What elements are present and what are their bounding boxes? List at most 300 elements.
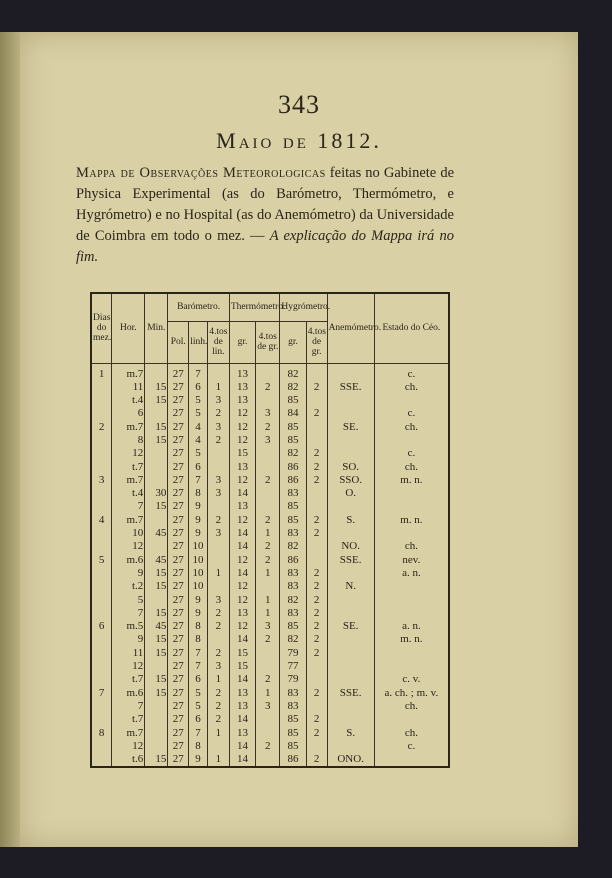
cell-hora: t.7 bbox=[112, 673, 145, 686]
cell-hygro-graus: 82 bbox=[280, 381, 306, 394]
cell-vento bbox=[327, 363, 374, 381]
cell-hora: 11 bbox=[112, 381, 145, 394]
cell-dia bbox=[91, 700, 112, 713]
cell-hygro-graus: 85 bbox=[280, 394, 306, 407]
table-row bbox=[91, 500, 449, 513]
cell-vento bbox=[327, 567, 374, 580]
cell-hygro-quartos bbox=[306, 421, 327, 434]
heading-lead: Mappa de Observações Meteorologicas bbox=[76, 165, 326, 181]
cell-vento bbox=[327, 700, 374, 713]
cell-thermo-graus: 14 bbox=[229, 753, 255, 767]
cell-linhas: 9 bbox=[189, 607, 208, 620]
cell-dia bbox=[91, 407, 112, 420]
cell-dia bbox=[91, 434, 112, 447]
col-linh: linh. bbox=[189, 321, 208, 363]
page-title: Maio de 1812. bbox=[216, 128, 382, 153]
table-row bbox=[91, 580, 449, 593]
cell-dia bbox=[91, 633, 112, 646]
cell-hygro-quartos: 2 bbox=[306, 753, 327, 767]
cell-quartos-linha bbox=[207, 461, 229, 474]
cell-polegadas: 27 bbox=[168, 660, 189, 673]
cell-thermo-graus: 14 bbox=[229, 540, 255, 553]
cell-hygro-graus: 83 bbox=[280, 527, 306, 540]
cell-thermo-quartos bbox=[256, 461, 280, 474]
cell-thermo-graus: 12 bbox=[229, 554, 255, 567]
cell-quartos-linha bbox=[207, 740, 229, 753]
cell-minuto bbox=[145, 660, 168, 673]
cell-thermo-graus: 14 bbox=[229, 567, 255, 580]
cell-quartos-linha: 1 bbox=[207, 567, 229, 580]
cell-hygro-graus: 83 bbox=[280, 607, 306, 620]
cell-thermo-quartos bbox=[256, 580, 280, 593]
cell-thermo-graus: 13 bbox=[229, 461, 255, 474]
cell-thermo-graus: 14 bbox=[229, 487, 255, 500]
cell-thermo-graus: 15 bbox=[229, 447, 255, 460]
cell-linhas: 5 bbox=[189, 394, 208, 407]
cell-hora: 12 bbox=[112, 540, 145, 553]
cell-linhas: 9 bbox=[189, 753, 208, 767]
table-row bbox=[91, 381, 449, 394]
col-anemometro: Anemómetro. bbox=[327, 293, 374, 363]
cell-dia: 5 bbox=[91, 554, 112, 567]
cell-dia bbox=[91, 647, 112, 660]
cell-estado-ceo bbox=[374, 753, 449, 767]
cell-hygro-graus: 85 bbox=[280, 740, 306, 753]
cell-thermo-quartos bbox=[256, 447, 280, 460]
table-row bbox=[91, 647, 449, 660]
cell-hygro-graus: 86 bbox=[280, 554, 306, 567]
cell-thermo-graus: 13 bbox=[229, 727, 255, 740]
cell-quartos-linha: 3 bbox=[207, 421, 229, 434]
cell-thermo-graus: 13 bbox=[229, 607, 255, 620]
cell-polegadas: 27 bbox=[168, 740, 189, 753]
cell-vento bbox=[327, 607, 374, 620]
cell-hora: 5 bbox=[112, 594, 145, 607]
cell-quartos-linha: 2 bbox=[207, 713, 229, 726]
cell-estado-ceo bbox=[374, 607, 449, 620]
cell-minuto: 30 bbox=[145, 487, 168, 500]
cell-quartos-linha: 3 bbox=[207, 527, 229, 540]
cell-polegadas: 27 bbox=[168, 567, 189, 580]
cell-polegadas: 27 bbox=[168, 633, 189, 646]
cell-linhas: 6 bbox=[189, 461, 208, 474]
cell-estado-ceo bbox=[374, 660, 449, 673]
cell-vento bbox=[327, 594, 374, 607]
cell-quartos-linha bbox=[207, 633, 229, 646]
cell-minuto: 15 bbox=[145, 633, 168, 646]
cell-dia bbox=[91, 540, 112, 553]
cell-hora: 12 bbox=[112, 740, 145, 753]
cell-hygro-graus: 85 bbox=[280, 514, 306, 527]
table-row bbox=[91, 434, 449, 447]
cell-thermo-quartos: 1 bbox=[256, 527, 280, 540]
cell-quartos-linha: 2 bbox=[207, 620, 229, 633]
cell-hora: 7 bbox=[112, 700, 145, 713]
cell-quartos-linha bbox=[207, 554, 229, 567]
cell-dia: 7 bbox=[91, 687, 112, 700]
cell-hora: m.7 bbox=[112, 363, 145, 381]
cell-thermo-quartos: 2 bbox=[256, 740, 280, 753]
cell-hygro-quartos bbox=[306, 487, 327, 500]
cell-polegadas: 27 bbox=[168, 500, 189, 513]
cell-linhas: 10 bbox=[189, 567, 208, 580]
cell-vento bbox=[327, 633, 374, 646]
cell-hygro-quartos: 2 bbox=[306, 633, 327, 646]
cell-linhas: 5 bbox=[189, 687, 208, 700]
cell-hygro-quartos: 2 bbox=[306, 407, 327, 420]
cell-linhas: 4 bbox=[189, 434, 208, 447]
cell-minuto bbox=[145, 474, 168, 487]
cell-hygro-quartos bbox=[306, 673, 327, 686]
cell-linhas: 6 bbox=[189, 673, 208, 686]
cell-dia bbox=[91, 487, 112, 500]
cell-quartos-linha: 3 bbox=[207, 474, 229, 487]
cell-thermo-graus: 14 bbox=[229, 713, 255, 726]
cell-thermo-graus: 12 bbox=[229, 407, 255, 420]
table-row bbox=[91, 527, 449, 540]
table-heading bbox=[76, 163, 454, 268]
cell-estado-ceo: ch. bbox=[374, 540, 449, 553]
cell-hygro-graus: 86 bbox=[280, 474, 306, 487]
cell-polegadas: 27 bbox=[168, 394, 189, 407]
cell-vento bbox=[327, 713, 374, 726]
cell-thermo-graus: 12 bbox=[229, 434, 255, 447]
cell-estado-ceo: c. bbox=[374, 740, 449, 753]
cell-thermo-graus: 12 bbox=[229, 580, 255, 593]
table-row bbox=[91, 567, 449, 580]
cell-hygro-quartos: 2 bbox=[306, 567, 327, 580]
table-row bbox=[91, 554, 449, 567]
cell-minuto bbox=[145, 447, 168, 460]
cell-linhas: 7 bbox=[189, 647, 208, 660]
table-row bbox=[91, 700, 449, 713]
cell-hora: 7 bbox=[112, 607, 145, 620]
cell-linhas: 9 bbox=[189, 594, 208, 607]
cell-thermo-graus: 14 bbox=[229, 527, 255, 540]
cell-hora: t.4 bbox=[112, 394, 145, 407]
cell-vento: S. bbox=[327, 514, 374, 527]
cell-hora: 9 bbox=[112, 633, 145, 646]
cell-polegadas: 27 bbox=[168, 673, 189, 686]
cell-estado-ceo: ch. bbox=[374, 700, 449, 713]
col-hygro-gr: gr. bbox=[280, 321, 306, 363]
cell-estado-ceo: m. n. bbox=[374, 514, 449, 527]
table-row bbox=[91, 407, 449, 420]
table-row bbox=[91, 514, 449, 527]
cell-thermo-quartos: 3 bbox=[256, 620, 280, 633]
cell-thermo-quartos: 2 bbox=[256, 673, 280, 686]
cell-hygro-quartos bbox=[306, 394, 327, 407]
cell-hygro-quartos bbox=[306, 740, 327, 753]
cell-polegadas: 27 bbox=[168, 580, 189, 593]
cell-estado-ceo bbox=[374, 580, 449, 593]
cell-estado-ceo: ch. bbox=[374, 461, 449, 474]
table-row bbox=[91, 461, 449, 474]
cell-dia: 4 bbox=[91, 514, 112, 527]
cell-dia: 1 bbox=[91, 363, 112, 381]
cell-quartos-linha: 2 bbox=[207, 700, 229, 713]
cell-quartos-linha bbox=[207, 447, 229, 460]
cell-thermo-graus: 14 bbox=[229, 633, 255, 646]
cell-hygro-graus: 85 bbox=[280, 620, 306, 633]
cell-thermo-quartos bbox=[256, 753, 280, 767]
cell-thermo-quartos: 2 bbox=[256, 633, 280, 646]
col-thermometro: Thermómetro. bbox=[229, 293, 280, 321]
cell-hygro-quartos: 2 bbox=[306, 447, 327, 460]
cell-hygro-quartos bbox=[306, 500, 327, 513]
cell-estado-ceo bbox=[374, 527, 449, 540]
cell-dia bbox=[91, 594, 112, 607]
cell-estado-ceo bbox=[374, 594, 449, 607]
cell-hora: 12 bbox=[112, 660, 145, 673]
cell-vento bbox=[327, 647, 374, 660]
cell-hygro-graus: 84 bbox=[280, 407, 306, 420]
cell-estado-ceo: c. bbox=[374, 363, 449, 381]
cell-dia bbox=[91, 740, 112, 753]
cell-polegadas: 27 bbox=[168, 647, 189, 660]
cell-estado-ceo: ch. bbox=[374, 421, 449, 434]
cell-thermo-quartos: 1 bbox=[256, 567, 280, 580]
cell-minuto: 15 bbox=[145, 434, 168, 447]
cell-hora: 10 bbox=[112, 527, 145, 540]
cell-hygro-quartos: 2 bbox=[306, 647, 327, 660]
cell-hygro-graus: 79 bbox=[280, 673, 306, 686]
cell-minuto: 15 bbox=[145, 421, 168, 434]
col-thermo-gr: gr. bbox=[229, 321, 255, 363]
cell-polegadas: 27 bbox=[168, 687, 189, 700]
cell-vento bbox=[327, 673, 374, 686]
cell-dia bbox=[91, 527, 112, 540]
cell-dia bbox=[91, 567, 112, 580]
cell-minuto: 15 bbox=[145, 753, 168, 767]
cell-polegadas: 27 bbox=[168, 594, 189, 607]
cell-vento: SE. bbox=[327, 421, 374, 434]
cell-thermo-quartos: 2 bbox=[256, 474, 280, 487]
cell-polegadas: 27 bbox=[168, 554, 189, 567]
cell-quartos-linha bbox=[207, 540, 229, 553]
cell-minuto bbox=[145, 363, 168, 381]
cell-hora: m.6 bbox=[112, 554, 145, 567]
cell-polegadas: 27 bbox=[168, 713, 189, 726]
cell-vento bbox=[327, 660, 374, 673]
col-pol: Pol. bbox=[168, 321, 189, 363]
heading-body: feitas no Gabinete de Physica Experimental (as do Barómetro, Thermómetro, e Hygrómetro) e no Hospital (as do Anemómetro) da Universidade de Coimbra em todo o mez. — bbox=[76, 165, 455, 244]
cell-thermo-quartos bbox=[256, 713, 280, 726]
cell-linhas: 6 bbox=[189, 381, 208, 394]
cell-thermo-quartos bbox=[256, 660, 280, 673]
cell-vento: SSE. bbox=[327, 554, 374, 567]
cell-vento: NO. bbox=[327, 540, 374, 553]
cell-vento: SSE. bbox=[327, 687, 374, 700]
cell-minuto bbox=[145, 540, 168, 553]
cell-linhas: 5 bbox=[189, 407, 208, 420]
col-hor: Hor. bbox=[112, 293, 145, 363]
cell-estado-ceo bbox=[374, 647, 449, 660]
cell-hora: 11 bbox=[112, 647, 145, 660]
cell-hygro-graus: 79 bbox=[280, 647, 306, 660]
cell-hygro-quartos: 2 bbox=[306, 607, 327, 620]
cell-polegadas: 27 bbox=[168, 434, 189, 447]
cell-linhas: 5 bbox=[189, 447, 208, 460]
cell-hora: m.7 bbox=[112, 474, 145, 487]
col-hygro-quartos: 4.tos de gr. bbox=[306, 321, 327, 363]
cell-thermo-quartos bbox=[256, 363, 280, 381]
cell-hygro-graus: 82 bbox=[280, 540, 306, 553]
col-thermo-quartos: 4.tos de gr. bbox=[256, 321, 280, 363]
cell-minuto bbox=[145, 700, 168, 713]
cell-hora: 6 bbox=[112, 407, 145, 420]
cell-minuto bbox=[145, 407, 168, 420]
cell-dia bbox=[91, 461, 112, 474]
cell-minuto: 15 bbox=[145, 567, 168, 580]
cell-hora: t.7 bbox=[112, 461, 145, 474]
cell-minuto: 15 bbox=[145, 394, 168, 407]
cell-quartos-linha: 3 bbox=[207, 660, 229, 673]
cell-hygro-graus: 82 bbox=[280, 633, 306, 646]
table-row bbox=[91, 474, 449, 487]
cell-thermo-quartos: 2 bbox=[256, 381, 280, 394]
cell-minuto bbox=[145, 727, 168, 740]
cell-dia bbox=[91, 580, 112, 593]
table-row bbox=[91, 753, 449, 767]
cell-dia bbox=[91, 660, 112, 673]
cell-thermo-quartos: 2 bbox=[256, 514, 280, 527]
cell-linhas: 4 bbox=[189, 421, 208, 434]
cell-hygro-graus: 85 bbox=[280, 434, 306, 447]
cell-quartos-linha bbox=[207, 363, 229, 381]
table-row bbox=[91, 363, 449, 381]
cell-hygro-graus: 83 bbox=[280, 580, 306, 593]
cell-hora: t.7 bbox=[112, 713, 145, 726]
cell-polegadas: 27 bbox=[168, 381, 189, 394]
cell-thermo-graus: 13 bbox=[229, 381, 255, 394]
cell-thermo-quartos: 1 bbox=[256, 607, 280, 620]
cell-dia: 8 bbox=[91, 727, 112, 740]
cell-hygro-graus: 82 bbox=[280, 447, 306, 460]
cell-linhas: 7 bbox=[189, 727, 208, 740]
cell-thermo-graus: 13 bbox=[229, 700, 255, 713]
cell-dia: 3 bbox=[91, 474, 112, 487]
cell-estado-ceo: c. v. bbox=[374, 673, 449, 686]
cell-thermo-quartos: 2 bbox=[256, 554, 280, 567]
cell-linhas: 7 bbox=[189, 660, 208, 673]
col-hygrometro: Hygrómetro. bbox=[280, 293, 327, 321]
cell-estado-ceo: a. n. bbox=[374, 620, 449, 633]
cell-linhas: 5 bbox=[189, 700, 208, 713]
cell-quartos-linha: 3 bbox=[207, 394, 229, 407]
cell-hygro-quartos: 2 bbox=[306, 474, 327, 487]
table-row bbox=[91, 540, 449, 553]
cell-thermo-quartos: 2 bbox=[256, 540, 280, 553]
cell-linhas: 7 bbox=[189, 363, 208, 381]
cell-linhas: 8 bbox=[189, 740, 208, 753]
cell-polegadas: 27 bbox=[168, 540, 189, 553]
cell-hora: t.6 bbox=[112, 753, 145, 767]
cell-thermo-graus: 12 bbox=[229, 620, 255, 633]
cell-hora: 12 bbox=[112, 447, 145, 460]
cell-minuto: 15 bbox=[145, 580, 168, 593]
cell-minuto bbox=[145, 740, 168, 753]
cell-dia bbox=[91, 447, 112, 460]
cell-thermo-quartos: 3 bbox=[256, 407, 280, 420]
table-row bbox=[91, 633, 449, 646]
previous-page-edge bbox=[0, 32, 20, 847]
table-row bbox=[91, 421, 449, 434]
cell-linhas: 8 bbox=[189, 620, 208, 633]
cell-quartos-linha: 3 bbox=[207, 594, 229, 607]
cell-linhas: 8 bbox=[189, 633, 208, 646]
cell-hygro-graus: 82 bbox=[280, 363, 306, 381]
cell-thermo-graus: 12 bbox=[229, 421, 255, 434]
col-barometro: Barómetro. bbox=[168, 293, 230, 321]
cell-hygro-quartos: 2 bbox=[306, 580, 327, 593]
observations-table bbox=[90, 292, 450, 768]
cell-hygro-quartos bbox=[306, 660, 327, 673]
cell-polegadas: 27 bbox=[168, 700, 189, 713]
cell-vento: O. bbox=[327, 487, 374, 500]
cell-thermo-quartos bbox=[256, 394, 280, 407]
cell-vento: SSE. bbox=[327, 381, 374, 394]
cell-hygro-graus: 85 bbox=[280, 500, 306, 513]
cell-estado-ceo: m. n. bbox=[374, 474, 449, 487]
cell-hygro-graus: 85 bbox=[280, 713, 306, 726]
cell-dia bbox=[91, 381, 112, 394]
cell-estado-ceo: c. bbox=[374, 447, 449, 460]
cell-hygro-graus: 83 bbox=[280, 700, 306, 713]
table-row bbox=[91, 660, 449, 673]
cell-minuto: 45 bbox=[145, 554, 168, 567]
col-dias: Dias do mez. bbox=[91, 293, 112, 363]
cell-dia bbox=[91, 607, 112, 620]
cell-linhas: 9 bbox=[189, 527, 208, 540]
cell-hora: 9 bbox=[112, 567, 145, 580]
table-row bbox=[91, 673, 449, 686]
table-row bbox=[91, 713, 449, 726]
cell-quartos-linha: 1 bbox=[207, 381, 229, 394]
cell-quartos-linha: 2 bbox=[207, 514, 229, 527]
cell-thermo-graus: 13 bbox=[229, 500, 255, 513]
cell-estado-ceo: c. bbox=[374, 407, 449, 420]
cell-polegadas: 27 bbox=[168, 474, 189, 487]
cell-dia: 6 bbox=[91, 620, 112, 633]
cell-dia bbox=[91, 500, 112, 513]
cell-minuto: 15 bbox=[145, 673, 168, 686]
cell-linhas: 9 bbox=[189, 500, 208, 513]
heading-note: A explicação do Mappa irá no fim. bbox=[76, 228, 454, 265]
cell-hygro-quartos bbox=[306, 540, 327, 553]
cell-polegadas: 27 bbox=[168, 447, 189, 460]
cell-quartos-linha: 2 bbox=[207, 647, 229, 660]
cell-thermo-quartos: 1 bbox=[256, 687, 280, 700]
cell-quartos-linha: 1 bbox=[207, 673, 229, 686]
cell-hygro-graus: 85 bbox=[280, 421, 306, 434]
table-row bbox=[91, 394, 449, 407]
cell-estado-ceo: ch. bbox=[374, 727, 449, 740]
cell-hygro-graus: 86 bbox=[280, 461, 306, 474]
cell-quartos-linha: 3 bbox=[207, 487, 229, 500]
cell-thermo-graus: 14 bbox=[229, 673, 255, 686]
cell-thermo-quartos: 3 bbox=[256, 700, 280, 713]
cell-vento: ONO. bbox=[327, 753, 374, 767]
cell-dia bbox=[91, 753, 112, 767]
cell-quartos-linha: 2 bbox=[207, 407, 229, 420]
table-row bbox=[91, 727, 449, 740]
cell-hygro-quartos: 2 bbox=[306, 381, 327, 394]
cell-vento: N. bbox=[327, 580, 374, 593]
cell-quartos-linha bbox=[207, 580, 229, 593]
col-quartos-lin: 4.tos de lin. bbox=[207, 321, 229, 363]
cell-quartos-linha bbox=[207, 500, 229, 513]
